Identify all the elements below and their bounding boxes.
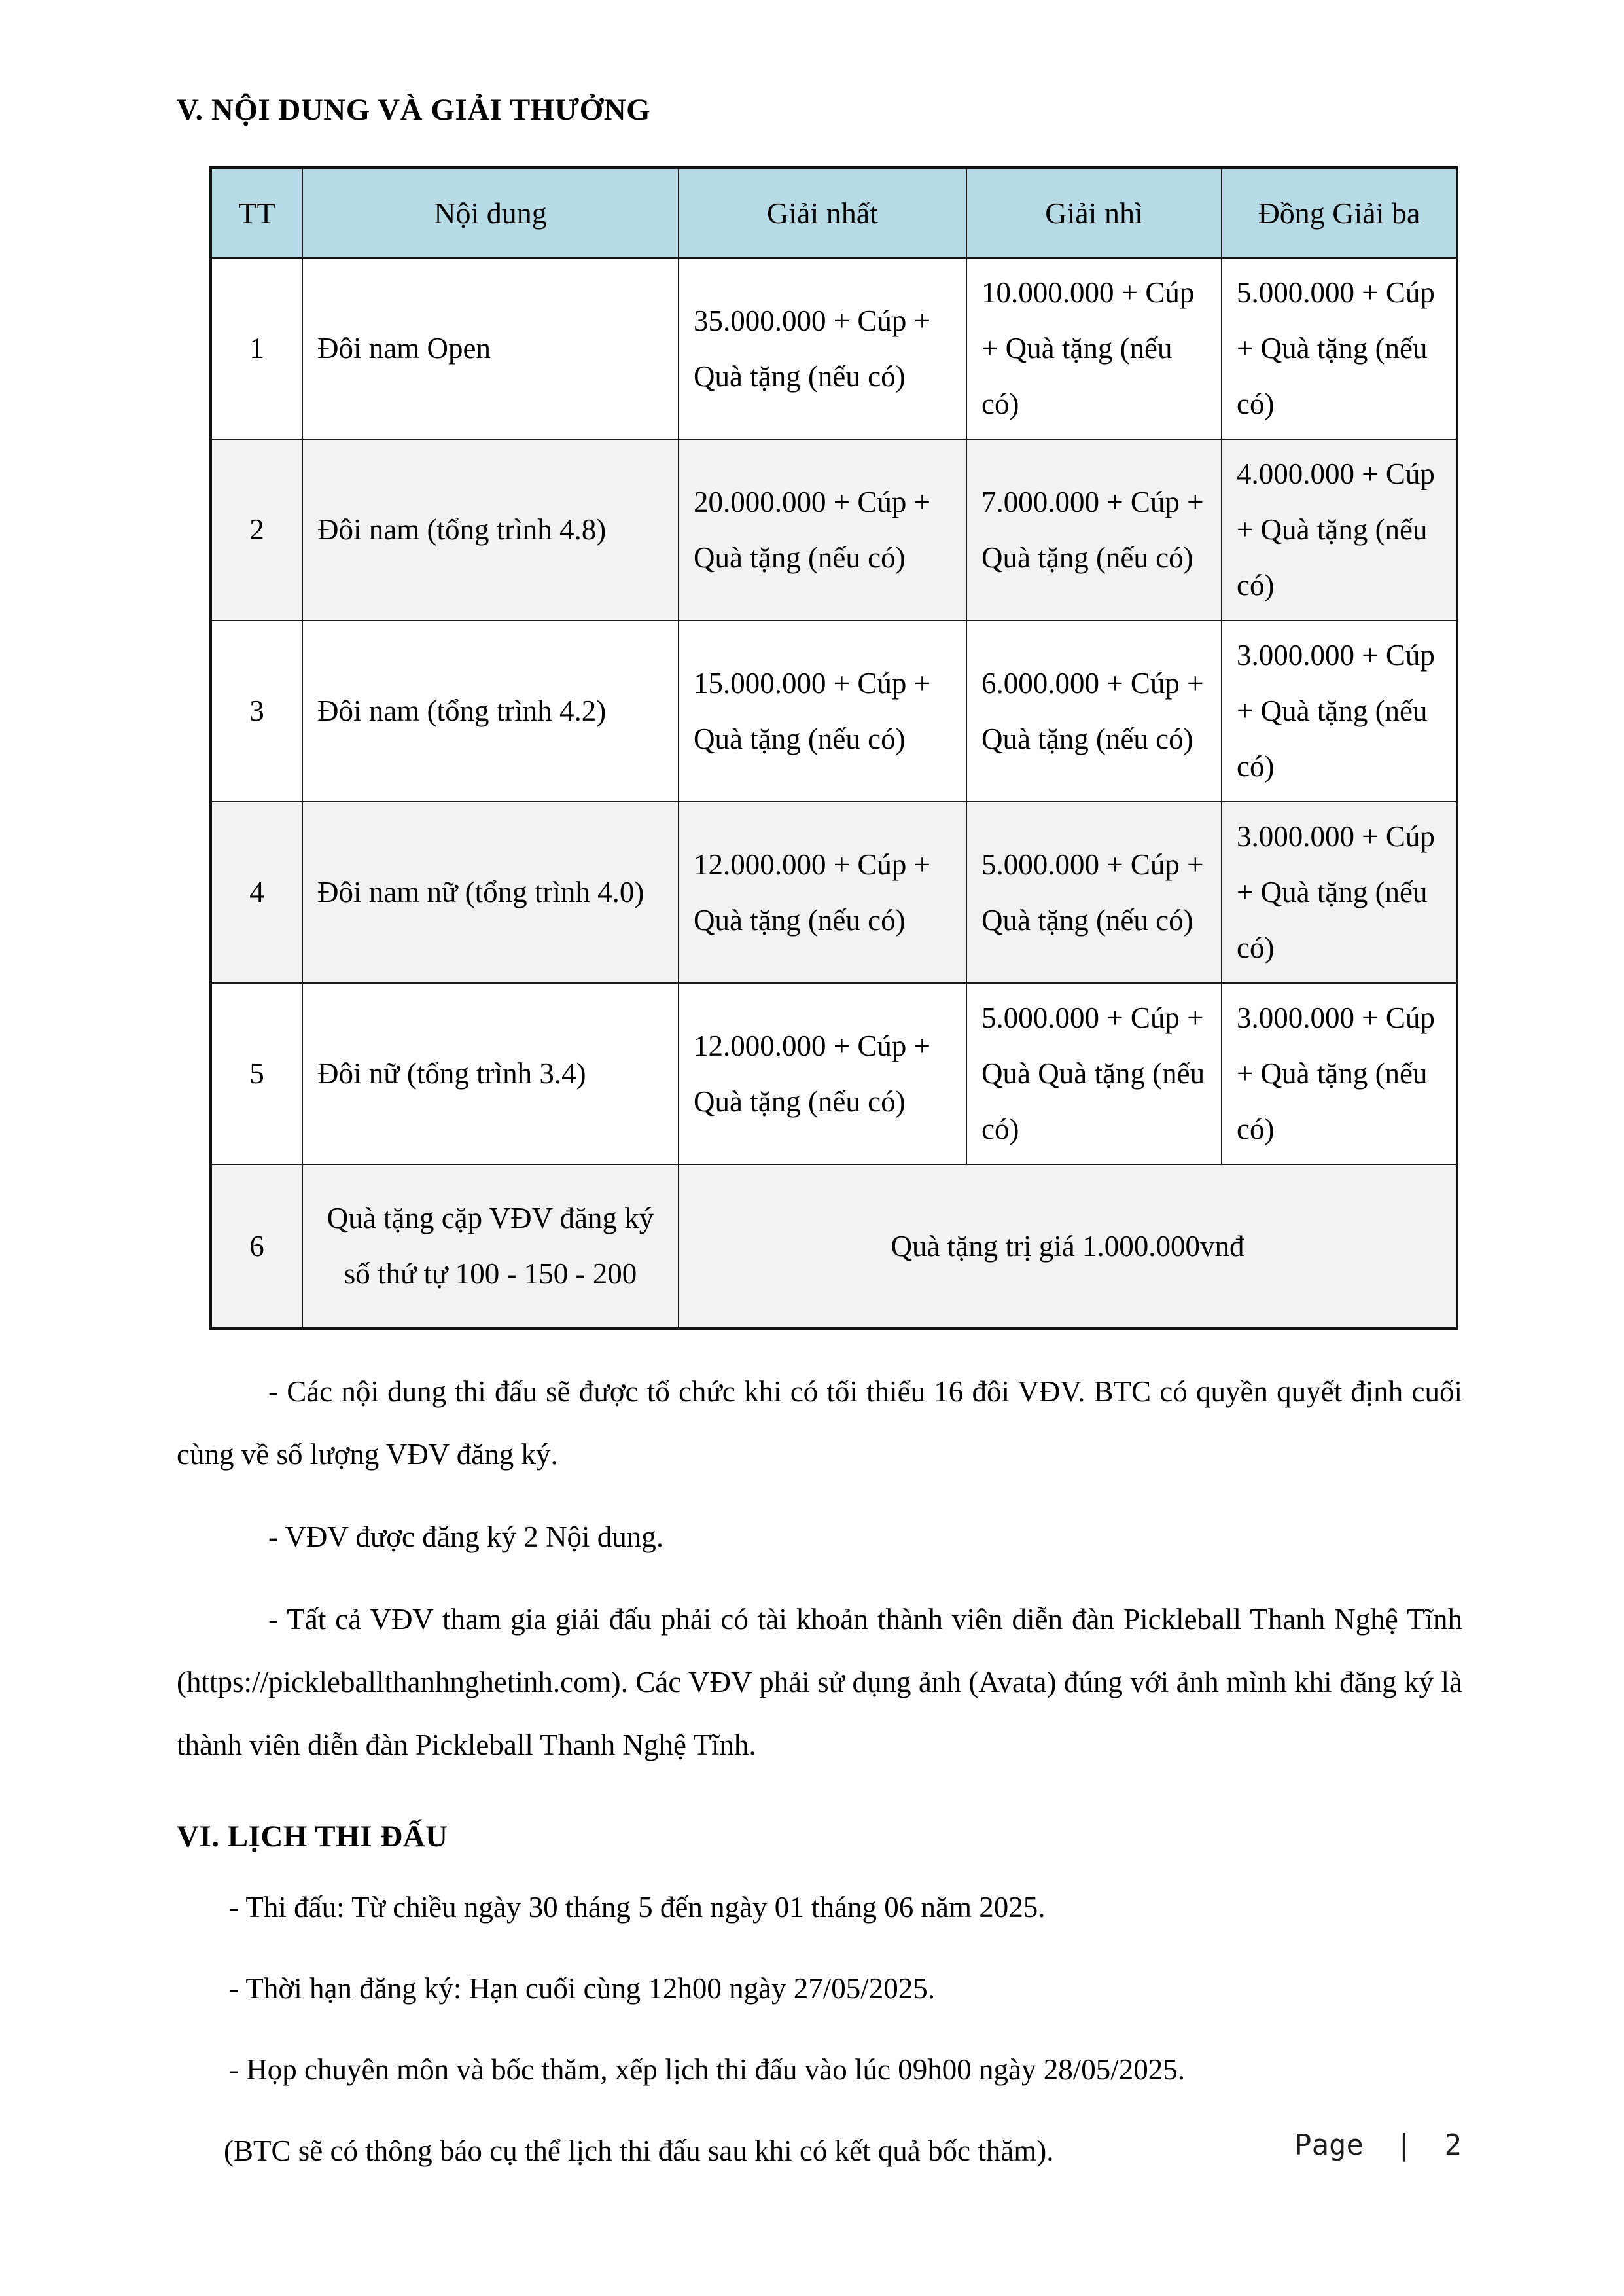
- cell-first-prize: 35.000.000 + Cúp + Quà tặng (nếu có): [679, 258, 966, 440]
- cell-second-prize: 5.000.000 + Cúp + Quà tặng (nếu có): [966, 802, 1222, 983]
- cell-event: Đôi nữ (tổng trình 3.4): [302, 983, 679, 1164]
- schedule-item: (BTC sẽ có thông báo cụ thể lịch thi đấu sau khi có kết quả bốc thăm).: [224, 2134, 1054, 2167]
- table-row: [211, 620, 1457, 802]
- cell-index: 5: [211, 983, 302, 1164]
- cell-event: Quà tặng cặp VĐV đăng ký số thứ tự 100 - 150 - 200: [302, 1164, 679, 1329]
- prize-table: [209, 166, 1458, 1330]
- cell-index: 1: [211, 258, 302, 440]
- cell-index: 3: [211, 620, 302, 802]
- table-row: [211, 983, 1457, 1164]
- cell-index: 2: [211, 439, 302, 620]
- section-vi-title: VI. LỊCH THI ĐẤU: [177, 1820, 448, 1854]
- note-paragraph: - Các nội dung thi đấu sẽ được tổ chức khi có tối thiểu 16 đôi VĐV. BTC có quyền quyết định cuối cùng về số lượng VĐV đăng ký.: [177, 1375, 1462, 1471]
- header-cell-first-prize: Giải nhất: [679, 168, 966, 258]
- section-v-title: V. NỘI DUNG VÀ GIẢI THƯỞNG: [177, 93, 651, 127]
- table-header-row: [211, 168, 1457, 258]
- cell-event: Đôi nam Open: [302, 258, 679, 440]
- cell-event: Đôi nam (tổng trình 4.8): [302, 439, 679, 620]
- cell-first-prize: 20.000.000 + Cúp + Quà tặng (nếu có): [679, 439, 966, 620]
- schedule-item: - Thi đấu: Từ chiều ngày 30 tháng 5 đến ngày 01 tháng 06 năm 2025.: [229, 1891, 1046, 1924]
- note-paragraph: - VĐV được đăng ký 2 Nội dung.: [268, 1520, 663, 1553]
- cell-first-prize: 12.000.000 + Cúp + Quà tặng (nếu có): [679, 983, 966, 1164]
- page-number: Page | 2: [1294, 2128, 1462, 2162]
- header-cell-third-prize: Đồng Giải ba: [1222, 168, 1457, 258]
- header-cell-tt: TT: [211, 168, 302, 258]
- cell-third-prize: 4.000.000 + Cúp + Quà tặng (nếu có): [1222, 439, 1457, 620]
- cell-second-prize: 7.000.000 + Cúp + Quà tặng (nếu có): [966, 439, 1222, 620]
- cell-merged-prize: Quà tặng trị giá 1.000.000vnđ: [679, 1164, 1457, 1329]
- cell-second-prize: 6.000.000 + Cúp + Quà tặng (nếu có): [966, 620, 1222, 802]
- cell-third-prize: 5.000.000 + Cúp + Quà tặng (nếu có): [1222, 258, 1457, 440]
- cell-second-prize: 5.000.000 + Cúp + Quà Quà tặng (nếu có): [966, 983, 1222, 1164]
- table-row: [211, 439, 1457, 620]
- table-row: [211, 258, 1457, 440]
- schedule-item: - Thời hạn đăng ký: Hạn cuối cùng 12h00 ngày 27/05/2025.: [229, 1972, 936, 2005]
- cell-first-prize: 12.000.000 + Cúp + Quà tặng (nếu có): [679, 802, 966, 983]
- header-cell-second-prize: Giải nhì: [966, 168, 1222, 258]
- cell-third-prize: 3.000.000 + Cúp + Quà tặng (nếu có): [1222, 620, 1457, 802]
- cell-index: 6: [211, 1164, 302, 1329]
- note-paragraph: - Tất cả VĐV tham gia giải đấu phải có tài khoản thành viên diễn đàn Pickleball Thanh Nghệ Tĩnh (https://pickleballthanhnghetinh.com). Các VĐV phải sử dụng ảnh (Avata) đúng với ảnh mình khi đăng ký là thành viên diễn đàn Pickleball Thanh Nghệ Tĩnh.: [177, 1603, 1462, 1761]
- cell-first-prize: 15.000.000 + Cúp + Quà tặng (nếu có): [679, 620, 966, 802]
- cell-event: Đôi nam (tổng trình 4.2): [302, 620, 679, 802]
- cell-third-prize: 3.000.000 + Cúp + Quà tặng (nếu có): [1222, 983, 1457, 1164]
- table-row: [211, 1164, 1457, 1329]
- document-body: [177, 90, 1462, 2181]
- cell-third-prize: 3.000.000 + Cúp + Quà tặng (nếu có): [1222, 802, 1457, 983]
- header-cell-event: Nội dung: [302, 168, 679, 258]
- cell-second-prize: 10.000.000 + Cúp + Quà tặng (nếu có): [966, 258, 1222, 440]
- table-row: [211, 802, 1457, 983]
- schedule-item: - Họp chuyên môn và bốc thăm, xếp lịch thi đấu vào lúc 09h00 ngày 28/05/2025.: [229, 2053, 1185, 2086]
- cell-event: Đôi nam nữ (tổng trình 4.0): [302, 802, 679, 983]
- cell-index: 4: [211, 802, 302, 983]
